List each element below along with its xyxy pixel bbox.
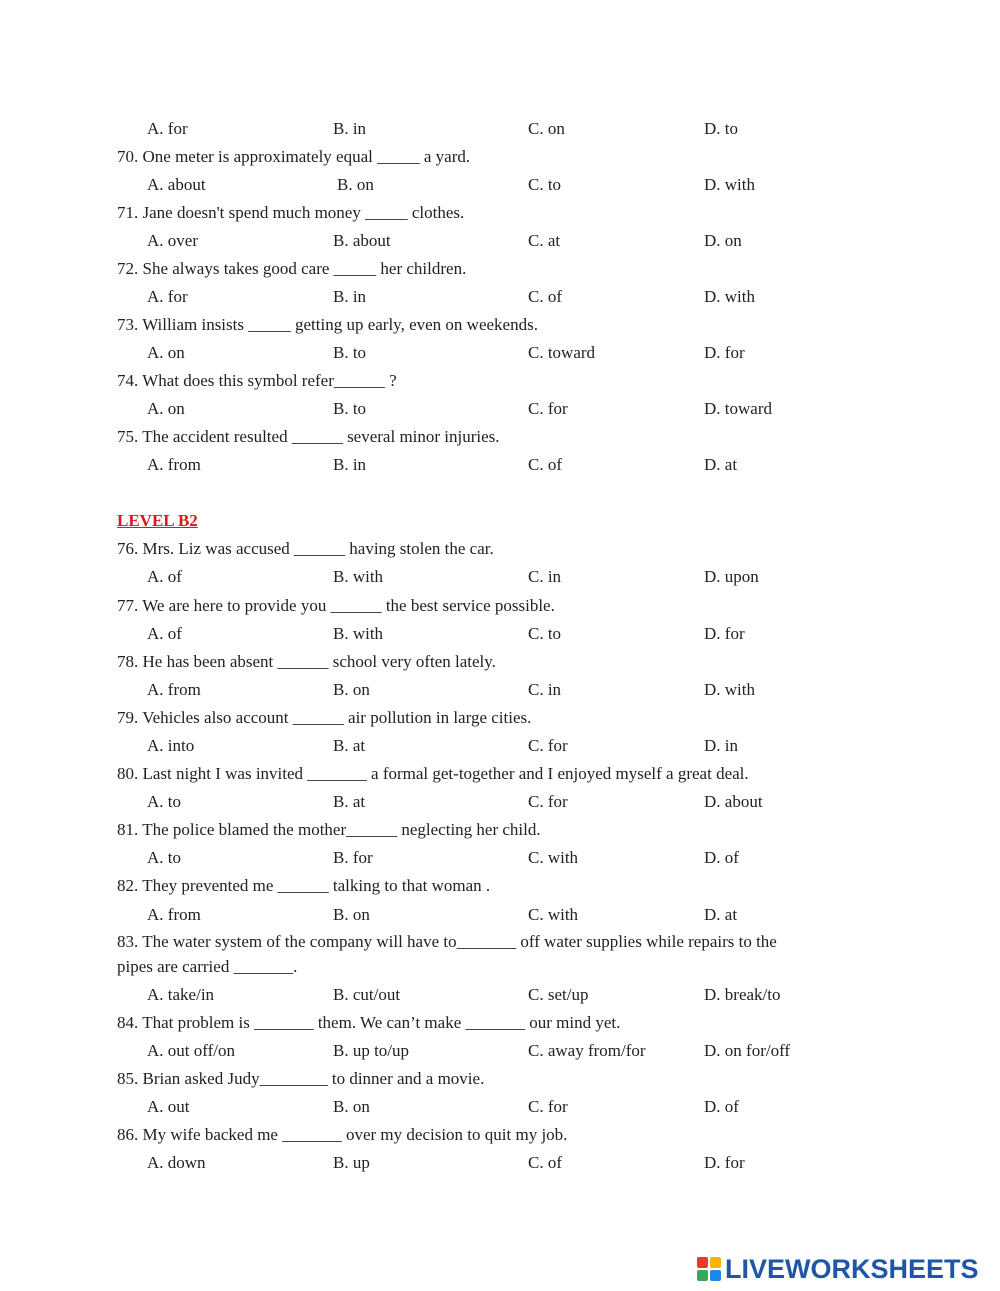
q84-option-b: B. up to/up — [333, 1041, 410, 1060]
q75-option-a: A. from — [147, 455, 201, 474]
q80-option-c: C. for — [528, 792, 568, 811]
question-73: 73. William insists _____ getting up early, even on weekends. — [117, 315, 538, 334]
q70-option-d: D. with — [704, 175, 755, 194]
q79-option-b: B. at — [333, 736, 366, 755]
question-85: 85. Brian asked Judy________ to dinner and a movie. — [117, 1069, 485, 1088]
question-84: 84. That problem is _______ them. We can’t make _______ our mind yet. — [117, 1013, 621, 1032]
q83-option-d: D. break/to — [704, 985, 781, 1004]
q77-option-c: C. to — [528, 624, 562, 643]
q76-option-c: C. in — [528, 567, 562, 586]
q70-option-a: A. about — [147, 175, 206, 194]
level-heading: LEVEL B2 — [117, 511, 198, 530]
q81-option-c: C. with — [528, 848, 579, 867]
q83-option-c: C. set/up — [528, 985, 589, 1004]
q78-option-d: D. with — [704, 680, 755, 699]
q85-option-d: D. of — [704, 1097, 739, 1116]
q75-option-b: B. in — [333, 455, 367, 474]
q74-option-a: A. on — [147, 399, 185, 418]
question-76: 76. Mrs. Liz was accused ______ having stolen the car. — [117, 539, 494, 558]
option-b: B. in — [333, 119, 367, 138]
q85-option-a: A. out — [147, 1097, 190, 1116]
q72-option-b: B. in — [333, 287, 367, 306]
q86-option-c: C. of — [528, 1153, 562, 1172]
question-81: 81. The police blamed the mother______ neglecting her child. — [117, 820, 541, 839]
question-86: 86. My wife backed me _______ over my decision to quit my job. — [117, 1125, 568, 1144]
q72-option-d: D. with — [704, 287, 755, 306]
q84-option-a: A. out off/on — [147, 1041, 235, 1060]
q80-option-b: B. at — [333, 792, 366, 811]
logo-text: LIVEWORKSHEETS — [725, 1253, 979, 1284]
q81-option-d: D. of — [704, 848, 739, 867]
q76-option-d: D. upon — [704, 567, 759, 586]
q71-option-d: D. on — [704, 231, 742, 250]
q73-option-b: B. to — [333, 343, 367, 362]
q72-option-a: A. for — [147, 287, 188, 306]
q81-option-b: B. for — [333, 848, 373, 867]
q84-option-c: C. away from/for — [528, 1041, 646, 1060]
q74-option-b: B. to — [333, 399, 367, 418]
q70-option-c: C. to — [528, 175, 562, 194]
q86-option-a: A. down — [147, 1153, 206, 1172]
liveworksheets-logo[interactable] — [697, 1254, 979, 1284]
q79-option-c: C. for — [528, 736, 568, 755]
logo-block-yellow — [710, 1257, 721, 1268]
question-79: 79. Vehicles also account ______ air pollution in large cities. — [117, 708, 532, 727]
question-70: 70. One meter is approximately equal _____ a yard. — [117, 147, 471, 166]
question-83: 83. The water system of the company will have to_______ off water supplies while repairs to the — [117, 932, 777, 951]
question-80: 80. Last night I was invited _______ a formal get-together and I enjoyed myself a great deal. — [117, 764, 749, 783]
logo-block-red — [697, 1257, 708, 1268]
q83-option-a: A. take/in — [147, 985, 215, 1004]
q82-option-b: B. on — [333, 905, 370, 924]
question-75: 75. The accident resulted ______ several minor injuries. — [117, 427, 500, 446]
q85-option-b: B. on — [333, 1097, 370, 1116]
q76-option-b: B. with — [333, 567, 384, 586]
q70-option-b: B. on — [337, 175, 374, 194]
q71-option-c: C. at — [528, 231, 561, 250]
q83-option-b: B. cut/out — [333, 985, 401, 1004]
q73-option-d: D. for — [704, 343, 745, 362]
question-83-continued: pipes are carried _______. — [117, 957, 298, 976]
logo-blocks-icon — [697, 1257, 721, 1281]
q71-option-a: A. over — [147, 231, 198, 250]
q74-option-d: D. toward — [704, 399, 772, 418]
question-77: 77. We are here to provide you ______ the best service possible. — [117, 596, 555, 615]
q77-option-b: B. with — [333, 624, 384, 643]
logo-block-green — [697, 1270, 708, 1281]
q77-option-a: A. of — [147, 624, 182, 643]
q71-option-b: B. about — [333, 231, 391, 250]
q85-option-c: C. for — [528, 1097, 568, 1116]
q82-option-a: A. from — [147, 905, 201, 924]
q79-option-d: D. in — [704, 736, 738, 755]
question-71: 71. Jane doesn't spend much money _____ clothes. — [117, 203, 465, 222]
q78-option-b: B. on — [333, 680, 370, 699]
q79-option-a: A. into — [147, 736, 195, 755]
q80-option-a: A. to — [147, 792, 181, 811]
question-72: 72. She always takes good care _____ her children. — [117, 259, 467, 278]
q73-option-c: C. toward — [528, 343, 596, 362]
q72-option-c: C. of — [528, 287, 562, 306]
q81-option-a: A. to — [147, 848, 181, 867]
q77-option-d: D. for — [704, 624, 745, 643]
q75-option-d: D. at — [704, 455, 738, 474]
option-d: D. to — [704, 119, 738, 138]
q82-option-d: D. at — [704, 905, 738, 924]
q76-option-a: A. of — [147, 567, 182, 586]
q74-option-c: C. for — [528, 399, 568, 418]
question-78: 78. He has been absent ______ school very often lately. — [117, 652, 496, 671]
q80-option-d: D. about — [704, 792, 763, 811]
q78-option-a: A. from — [147, 680, 201, 699]
option-c: C. on — [528, 119, 565, 138]
q82-option-c: C. with — [528, 905, 579, 924]
question-82: 82. They prevented me ______ talking to that woman . — [117, 876, 491, 895]
question-74: 74. What does this symbol refer______ ? — [117, 371, 397, 390]
option-a: A. for — [147, 119, 188, 138]
q73-option-a: A. on — [147, 343, 185, 362]
q84-option-d: D. on for/off — [704, 1041, 791, 1060]
q86-option-d: D. for — [704, 1153, 745, 1172]
logo-block-blue — [710, 1270, 721, 1281]
q75-option-c: C. of — [528, 455, 562, 474]
q86-option-b: B. up — [333, 1153, 370, 1172]
q78-option-c: C. in — [528, 680, 562, 699]
